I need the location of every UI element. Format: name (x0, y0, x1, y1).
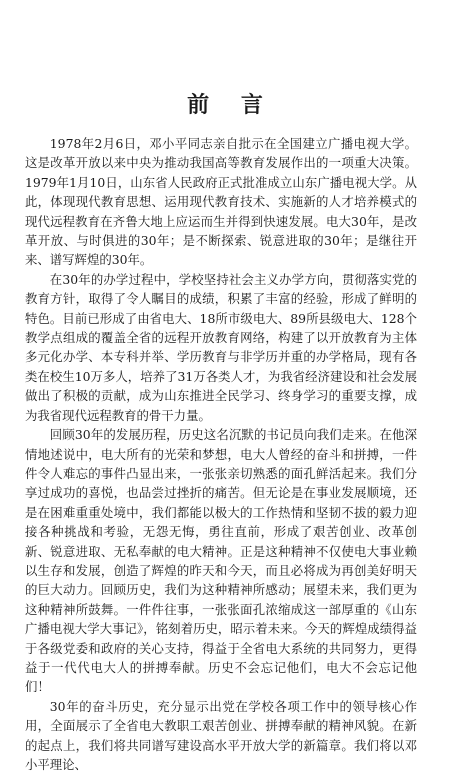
paragraph-4: 30年的奋斗历史，充分显示出党在学校各项工作中的领导核心作用，全面展示了全省电大教职工艰苦创业、拼搏奉献的精神风貌。在新的起点上，我们将共同谱写建设高水平开放大学的新篇章。我们将以邓小平理论、 (25, 698, 417, 772)
paragraph-2: 在30年的办学过程中，学校坚持社会主义办学方向，贯彻落实党的教育方针，取得了令人瞩目的成绩，积累了丰富的经验，形成了鲜明的特色。目前已形成了由省电大、18所市级电大、89所县级电大、128个教学点组成的覆盖全省的远程开放教育网络，构建了以开放教育为主体多元化办学、本专科并举、学历教育与非学历并重的办学格局，现有各类在校生10万多人，培养了31万各类人才，为我省经济建设和社会发展做出了积极的贡献，成为山东推进全民学习、终身学习的重要支撑，成为我省现代远程教育的骨干力量。 (25, 271, 417, 423)
page-title: 前 言 (187, 93, 275, 118)
paragraph-3: 回顾30年的发展历程，历史这名沉默的书记员向我们走来。在他深情地述说中，电大所有的光荣和梦想，电大人曾经的奋斗和拼搏，一件件令人难忘的事件凸显出来，一张张亲切熟悉的面孔鲜活起来。我们分享过成功的喜悦，也品尝过挫折的痛苦。但无论是在事业发展顺境，还是在困难重重处境中，我们都能以极大的工作热情和坚韧不拔的毅力迎接各种挑战和考验，无怨无悔，勇往直前，形成了艰苦创业、改革创新、锐意进取、无私奉献的电大精神。正是这种精神不仅使电大事业赖以生存和发展，创造了辉煌的昨天和今天，而且必将成为再创美好明天的巨大动力。回顾历史，我们为这种精神所感动；展望未来，我们更为这种精神所鼓舞。一件件往事，一张张面孔浓缩成这一部厚重的《山东广播电视大学大事记》，铭刻着历史，昭示着未来。今天的辉煌成绩得益于各级党委和政府的关心支持，得益于全省电大系统的共同努力，更得益于一代代电大人的拼搏奉献。历史不会忘记他们，电大不会忘记他们！ (25, 427, 417, 695)
paragraph-1: 1978年2月6日，邓小平同志亲自批示在全国建立广播电视大学。这是改革开放以来中央为推动我国高等教育发展作出的一项重大决策。1979年1月10日，山东省人民政府正式批准成立山东广播电视大学。从此，体现现代教育思想、运用现代教育技术、实施新的人才培养模式的现代远程教育在齐鲁大地上应运而生并得到快速发展。电大30年，是改革开放、与时俱进的30年；是不断探索、锐意进取的30年；是继往开来、谱写辉煌的30年。 (25, 136, 417, 268)
document-body (25, 134, 417, 774)
